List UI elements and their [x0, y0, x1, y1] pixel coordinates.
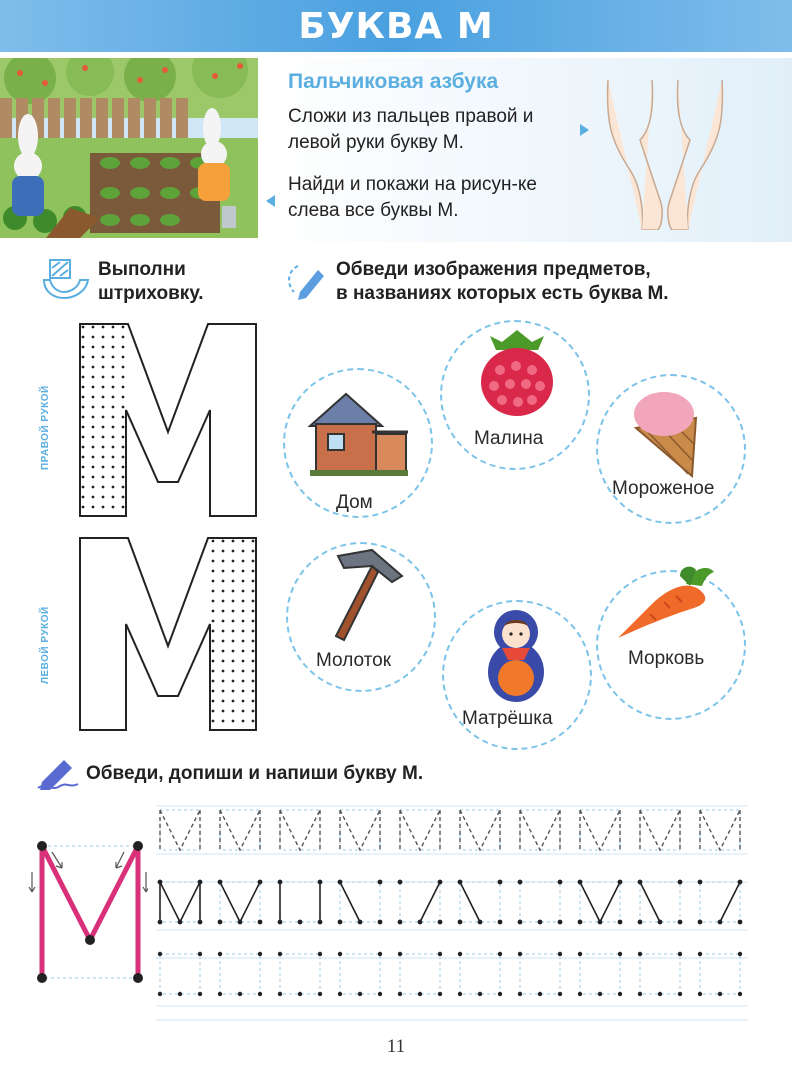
guide-dot — [698, 992, 702, 996]
practice-cell[interactable] — [580, 882, 620, 922]
pen-write-icon — [36, 756, 82, 792]
guide-dot — [158, 920, 163, 925]
ice-cream-icon — [626, 386, 710, 478]
practice-cell[interactable] — [700, 954, 740, 994]
traced-m-stroke — [640, 810, 680, 850]
guide-dot — [438, 992, 442, 996]
partial-m-stroke — [640, 882, 660, 922]
guide-dot — [438, 880, 443, 885]
task-trace-title — [336, 258, 669, 306]
guide-dot — [698, 920, 703, 925]
traced-m-sides — [280, 810, 320, 850]
item-label-carrot: Морковь — [628, 648, 705, 669]
traced-m-stroke — [580, 810, 620, 850]
carrot-icon — [614, 562, 718, 644]
task-write-title: Обведи, допиши и напиши букву М. — [86, 763, 424, 784]
guide-dot — [678, 952, 682, 956]
practice-cell[interactable] — [580, 810, 620, 850]
guide-dot — [398, 952, 402, 956]
practice-cell[interactable] — [580, 954, 620, 994]
item-label-house: Дом — [336, 492, 373, 513]
arrow-right-icon — [580, 124, 589, 136]
guide-dot — [678, 992, 682, 996]
traced-m-sides — [340, 810, 380, 850]
guide-dot — [198, 880, 203, 885]
traced-m-sides — [700, 810, 740, 850]
guide-dot — [458, 952, 462, 956]
guide-dot — [558, 880, 563, 885]
item-label-ice-cream: Мороженое — [612, 478, 715, 499]
finger-instruction-1: Сложи из пальцев правой и левой руки букву М. — [288, 106, 534, 153]
guide-dot — [178, 992, 182, 996]
guide-dot — [278, 952, 282, 956]
guide-dot — [558, 952, 562, 956]
guide-dot — [578, 880, 583, 885]
practice-cell[interactable] — [340, 954, 380, 994]
guide-dot — [458, 992, 462, 996]
guide-dot — [218, 952, 222, 956]
partial-m-stroke — [280, 882, 320, 922]
guide-dot — [378, 880, 383, 885]
guide-dot — [438, 920, 443, 925]
traced-m-sides — [580, 810, 620, 850]
guide-dot — [558, 992, 562, 996]
page-title: БУКВА М — [298, 5, 494, 47]
practice-cell[interactable] — [700, 810, 740, 850]
guide-dot — [298, 920, 303, 925]
partial-m-stroke — [460, 882, 480, 922]
guide-dot — [258, 920, 263, 925]
practice-cell[interactable] — [520, 882, 560, 922]
practice-cell[interactable] — [460, 882, 500, 922]
guide-dot — [498, 920, 503, 925]
guide-dot — [338, 992, 342, 996]
traced-m-stroke — [340, 810, 380, 850]
practice-cell[interactable] — [340, 882, 380, 922]
traced-m-stroke — [460, 810, 500, 850]
task-shading-line1: Выполни — [98, 259, 186, 280]
guide-dot — [598, 992, 602, 996]
practice-cell[interactable] — [220, 954, 260, 994]
guide-dot — [498, 952, 502, 956]
label-right-hand: ПРАВОЙ РУКОЙ — [40, 385, 51, 470]
partial-m-stroke — [580, 882, 620, 922]
guide-dot — [618, 992, 622, 996]
guide-dot — [518, 880, 523, 885]
practice-cell[interactable] — [640, 882, 680, 922]
guide-dot — [578, 952, 582, 956]
traced-m-stroke — [520, 810, 560, 850]
hands-shading-icon — [40, 258, 92, 300]
practice-cell[interactable] — [700, 882, 740, 922]
guide-dot — [718, 920, 723, 925]
shading-letter-m-left — [78, 536, 258, 732]
guide-dot — [318, 880, 323, 885]
task-shading-line2: штриховку. — [98, 283, 204, 304]
guide-dot — [658, 992, 662, 996]
practice-cell[interactable] — [160, 954, 200, 994]
guide-dot — [718, 992, 722, 996]
letter-writing-grid — [150, 800, 750, 1024]
guide-dot — [738, 952, 742, 956]
guide-dot — [418, 920, 423, 925]
guide-dot — [278, 992, 282, 996]
practice-cell[interactable] — [460, 810, 500, 850]
guide-dot — [358, 920, 363, 925]
practice-cell[interactable] — [160, 810, 200, 850]
guide-dot — [378, 920, 383, 925]
practice-cell[interactable] — [280, 810, 320, 850]
guide-dot — [738, 920, 743, 925]
guide-dot — [418, 992, 422, 996]
guide-dot — [338, 880, 343, 885]
practice-cell[interactable] — [640, 954, 680, 994]
guide-dot — [398, 992, 402, 996]
guide-dot — [658, 920, 663, 925]
guide-dot — [338, 920, 343, 925]
traced-m-sides — [400, 810, 440, 850]
guide-dot — [518, 920, 523, 925]
guide-dot — [318, 952, 322, 956]
guide-dot — [258, 880, 263, 885]
guide-dot — [158, 992, 162, 996]
guide-dot — [638, 992, 642, 996]
traced-m-stroke — [280, 810, 320, 850]
item-label-matryoshka: Матрёшка — [462, 708, 553, 729]
guide-dot — [198, 992, 202, 996]
raspberry-icon — [472, 326, 562, 418]
guide-dot — [318, 920, 323, 925]
guide-dot — [298, 992, 302, 996]
guide-dot — [618, 952, 622, 956]
traced-m-stroke — [700, 810, 740, 850]
guide-dot — [518, 952, 522, 956]
pencil-icon — [284, 262, 328, 302]
guide-dot — [538, 920, 543, 925]
guide-dot — [698, 952, 702, 956]
guide-dot — [198, 952, 202, 956]
matryoshka-icon — [484, 608, 548, 704]
guide-dot — [218, 992, 222, 996]
item-label-hammer: Молоток — [316, 650, 392, 671]
guide-dot — [278, 880, 283, 885]
guide-dot — [398, 920, 403, 925]
task-shading-title — [98, 258, 204, 306]
partial-m-stroke — [420, 882, 440, 922]
guide-dot — [198, 920, 203, 925]
guide-dot — [518, 992, 522, 996]
guide-dot — [238, 920, 243, 925]
arrow-left-icon — [266, 195, 275, 207]
guide-dot — [498, 992, 502, 996]
guide-dot — [498, 880, 503, 885]
guide-dot — [698, 880, 703, 885]
guide-dot — [158, 880, 163, 885]
practice-cell[interactable] — [400, 882, 440, 922]
task-trace-line2: в названиях которых есть буква М. — [336, 283, 669, 304]
guide-dot — [378, 952, 382, 956]
finger-hands-icon — [600, 80, 730, 230]
guide-dot — [598, 920, 603, 925]
guide-dot — [278, 920, 283, 925]
finger-instruction-2: Найди и покажи на рисун-ке слева все буквы М. — [288, 174, 537, 221]
guide-dot — [218, 920, 223, 925]
guide-dot — [738, 992, 742, 996]
guide-dot — [158, 952, 162, 956]
finger-alphabet-title: Пальчиковая азбука — [288, 70, 499, 93]
practice-cell[interactable] — [280, 954, 320, 994]
guide-dot — [578, 920, 583, 925]
item-label-raspberry: Малина — [474, 428, 544, 449]
guide-dot — [458, 880, 463, 885]
partial-m-stroke — [160, 882, 200, 922]
practice-cell[interactable] — [520, 810, 560, 850]
page-number: 11 — [386, 1036, 406, 1057]
guide-dot — [258, 952, 262, 956]
practice-cell[interactable] — [160, 882, 200, 922]
practice-cell[interactable] — [340, 810, 380, 850]
traced-m-stroke — [220, 810, 260, 850]
label-left-hand: ЛЕВОЙ РУКОЙ — [40, 606, 51, 684]
guide-dot — [238, 992, 242, 996]
guide-dot — [378, 992, 382, 996]
traced-m-sides — [640, 810, 680, 850]
guide-dot — [438, 952, 442, 956]
house-icon — [306, 388, 410, 478]
practice-cell[interactable] — [520, 954, 560, 994]
guide-dot — [178, 920, 183, 925]
guide-dot — [318, 992, 322, 996]
guide-dot — [338, 952, 342, 956]
guide-dot — [398, 880, 403, 885]
traced-m-sides — [460, 810, 500, 850]
sample-letter-m — [28, 832, 148, 984]
guide-dot — [358, 992, 362, 996]
partial-m-stroke — [340, 882, 360, 922]
traced-m-stroke — [160, 810, 200, 850]
practice-cell[interactable] — [640, 810, 680, 850]
guide-dot — [538, 992, 542, 996]
practice-cell[interactable] — [220, 810, 260, 850]
guide-dot — [258, 992, 262, 996]
practice-cell[interactable] — [220, 882, 260, 922]
guide-dot — [478, 992, 482, 996]
practice-cell[interactable] — [400, 954, 440, 994]
practice-cell[interactable] — [280, 882, 320, 922]
practice-cell[interactable] — [400, 810, 440, 850]
guide-dot — [738, 880, 743, 885]
guide-dot — [678, 880, 683, 885]
guide-dot — [618, 880, 623, 885]
page-header — [0, 0, 792, 52]
partial-m-stroke — [220, 882, 260, 922]
guide-dot — [638, 952, 642, 956]
guide-dot — [618, 920, 623, 925]
traced-m-sides — [520, 810, 560, 850]
guide-dot — [678, 920, 683, 925]
guide-dot — [638, 920, 643, 925]
garden-illustration — [0, 58, 258, 238]
traced-m-stroke — [400, 810, 440, 850]
task-trace-line1: Обведи изображения предметов, — [336, 259, 651, 280]
guide-dot — [478, 920, 483, 925]
guide-dot — [578, 992, 582, 996]
partial-m-stroke — [720, 882, 740, 922]
guide-dot — [458, 920, 463, 925]
shading-letter-m-right — [78, 322, 258, 518]
guide-dot — [558, 920, 563, 925]
traced-m-sides — [220, 810, 260, 850]
practice-cell[interactable] — [460, 954, 500, 994]
hammer-icon — [328, 546, 412, 642]
guide-dot — [638, 880, 643, 885]
traced-m-sides — [160, 810, 200, 850]
guide-dot — [218, 880, 223, 885]
